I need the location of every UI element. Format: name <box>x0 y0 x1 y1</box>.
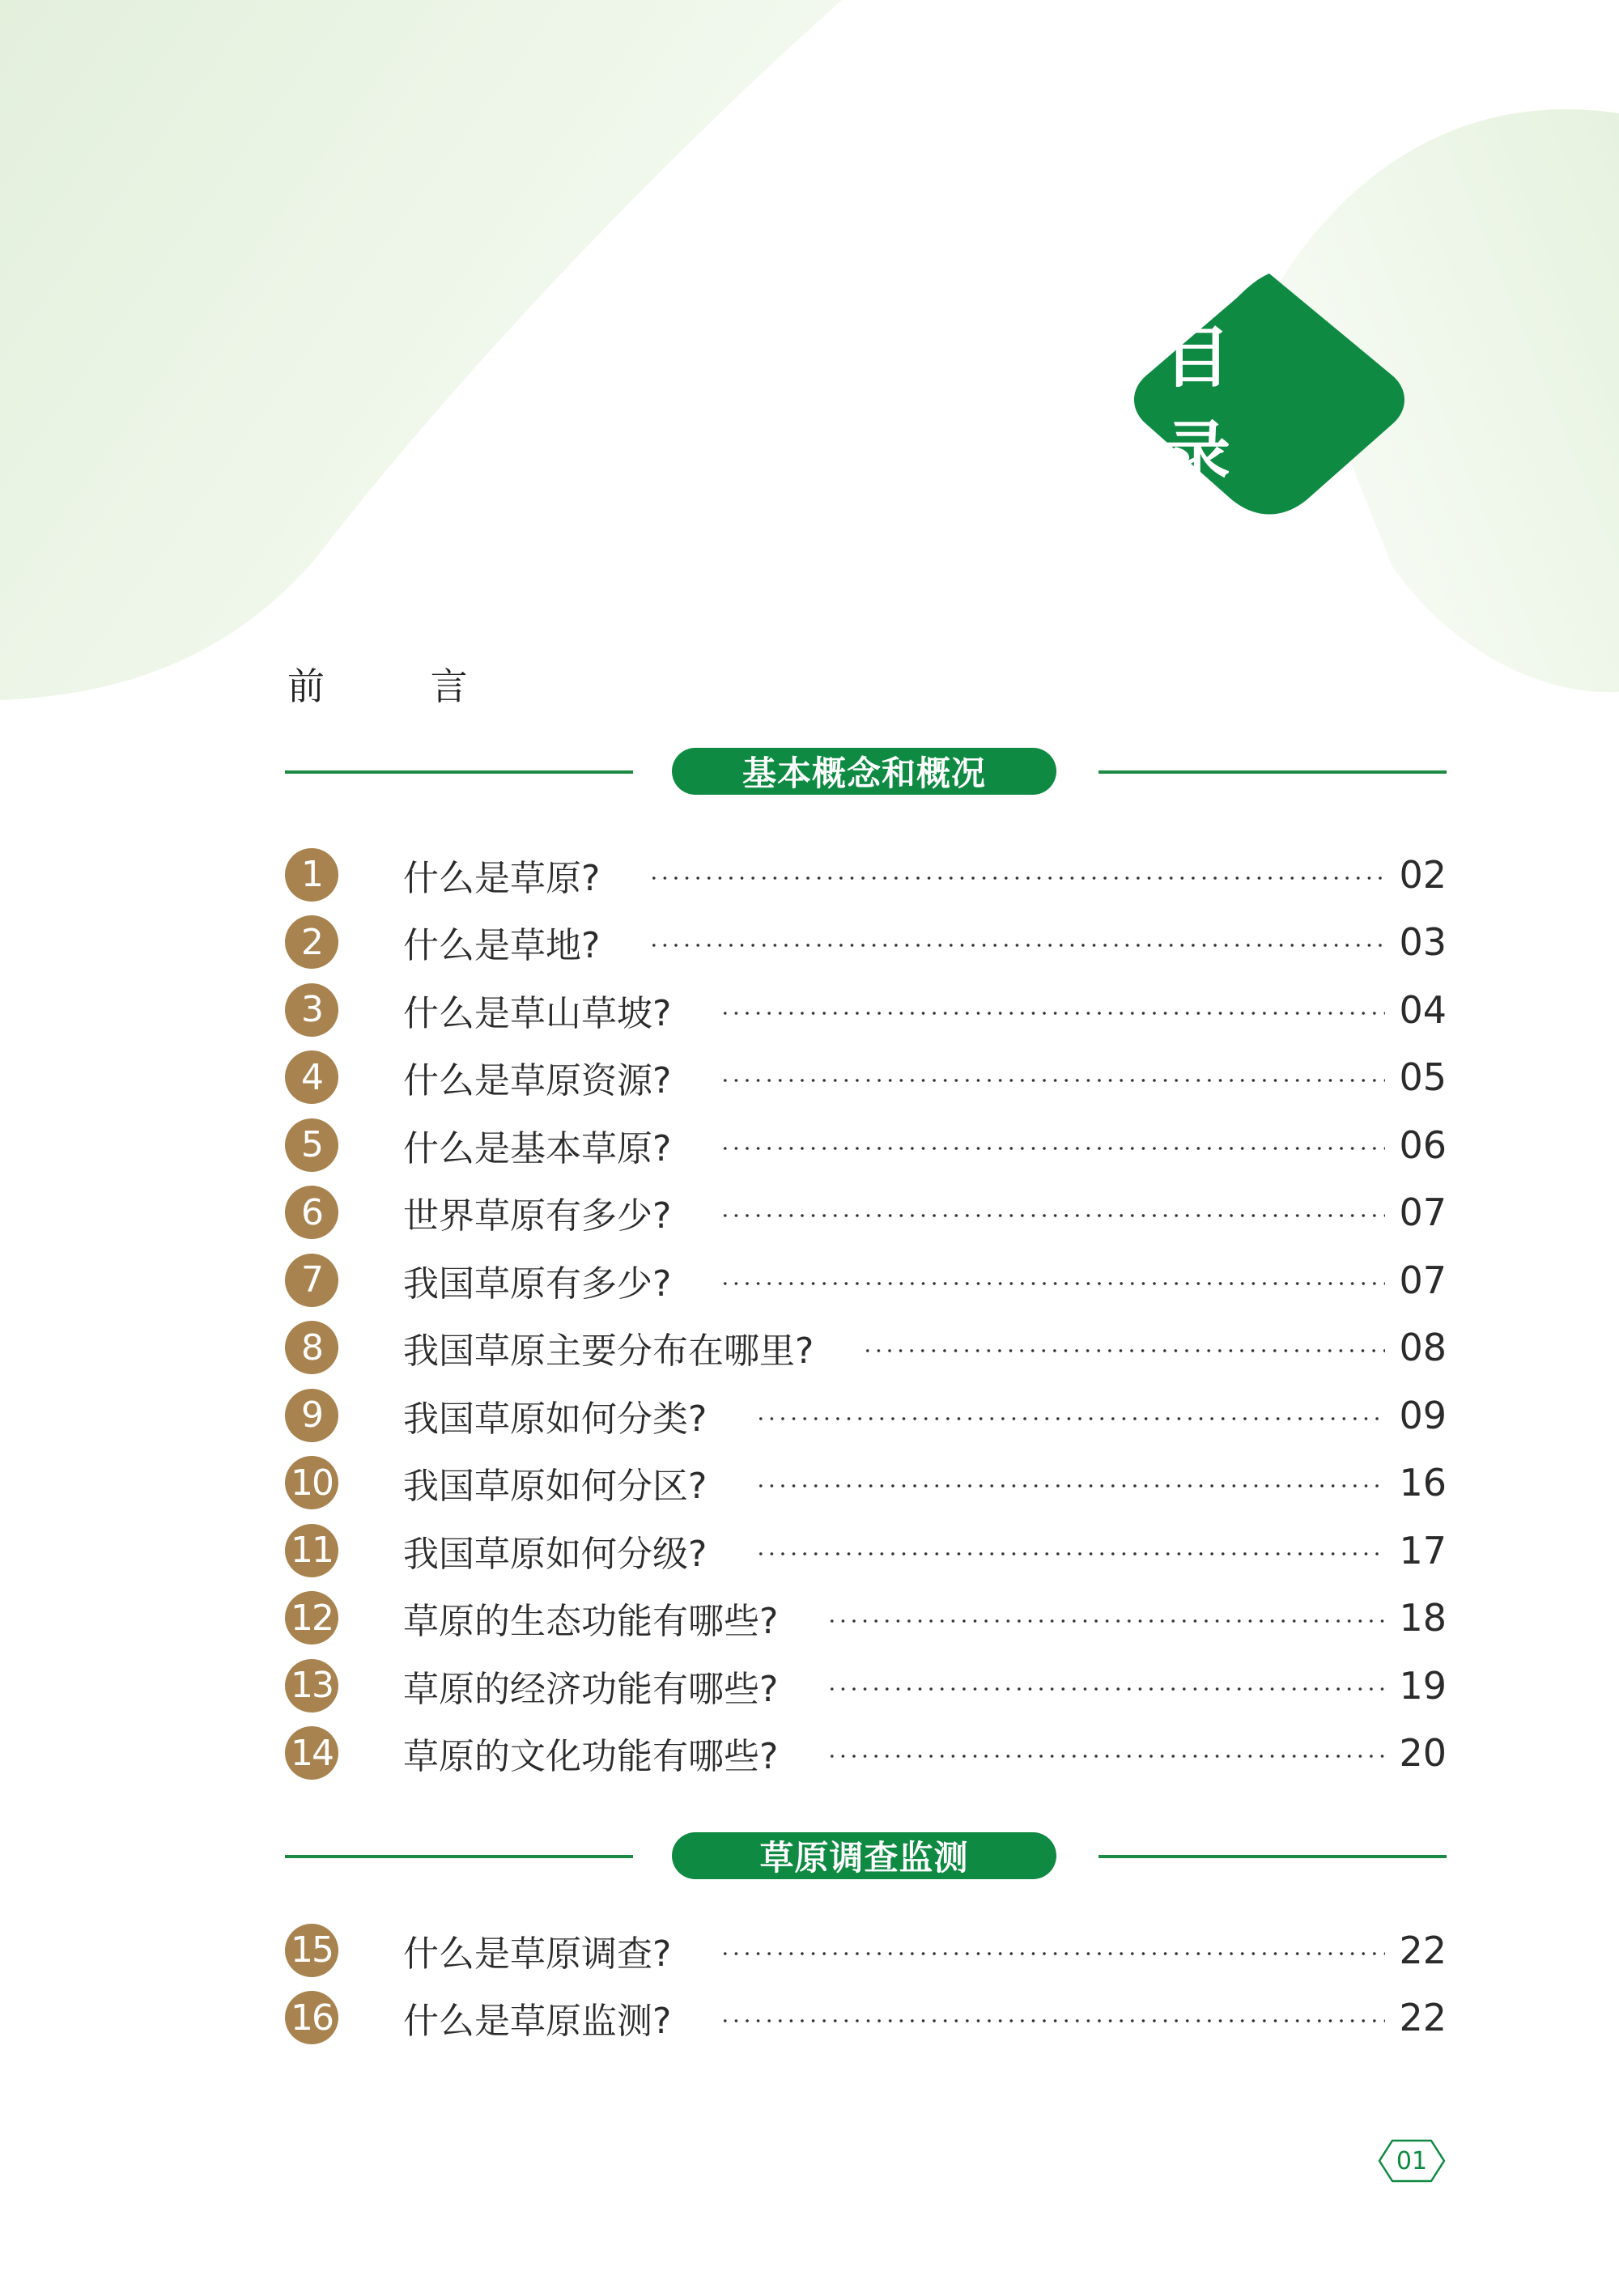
dot-leader <box>755 1416 1385 1421</box>
entry-title: 草原的经济功能有哪些? <box>403 1668 779 1710</box>
dot-leader <box>826 1619 1385 1623</box>
entry-number-badge: 4 <box>285 1050 338 1104</box>
entry-page-number: 07 <box>1399 1190 1447 1235</box>
entry-title: 什么是草原? <box>403 857 601 899</box>
entry-page-number: 03 <box>1399 920 1447 965</box>
entry-page-number: 18 <box>1399 1596 1447 1640</box>
toc-entry[interactable] <box>285 1179 1447 1247</box>
entry-title: 什么是草原监测? <box>403 2001 672 2043</box>
toc-entry[interactable] <box>285 976 1447 1044</box>
toc-entry[interactable] <box>285 1111 1447 1179</box>
entry-number-badge: 16 <box>285 1991 338 2044</box>
toc-entry[interactable] <box>285 1381 1447 1449</box>
preface-link[interactable]: 前 言 <box>287 664 515 708</box>
dot-leader <box>755 1483 1385 1488</box>
entry-page-number: 22 <box>1399 1996 1447 2040</box>
toc-entry[interactable] <box>285 1720 1447 1788</box>
divider-line <box>1098 1855 1447 1858</box>
entry-title: 草原的生态功能有哪些? <box>403 1601 779 1643</box>
toc-entry[interactable] <box>285 1246 1447 1314</box>
entry-title: 草原的文化功能有哪些? <box>403 1736 779 1778</box>
entry-page-number: 06 <box>1399 1123 1447 1167</box>
toc-entry[interactable] <box>285 841 1447 909</box>
divider-line <box>1098 770 1447 774</box>
entry-number-badge: 11 <box>285 1524 338 1577</box>
dot-leader <box>720 1146 1385 1151</box>
toc-list-survey-monitoring <box>285 1916 1447 2052</box>
dot-leader <box>720 1078 1385 1083</box>
dot-leader <box>720 1011 1385 1016</box>
entry-page-number: 17 <box>1399 1528 1447 1572</box>
dot-leader <box>862 1348 1385 1353</box>
section-header-basic-concepts <box>285 748 1447 796</box>
toc-entry[interactable] <box>285 909 1447 977</box>
entry-page-number: 16 <box>1399 1461 1447 1505</box>
entry-page-number: 02 <box>1399 852 1447 897</box>
toc-entry[interactable] <box>285 1449 1447 1517</box>
entry-title: 什么是草原资源? <box>403 1060 672 1102</box>
toc-title-badge <box>1107 274 1431 526</box>
toc-entry[interactable] <box>285 1517 1447 1585</box>
entry-number-badge: 13 <box>285 1659 338 1712</box>
entry-number-badge: 12 <box>285 1591 338 1645</box>
entry-page-number: 04 <box>1399 987 1447 1032</box>
entry-number-badge: 8 <box>285 1321 338 1374</box>
toc-entry[interactable] <box>285 1652 1447 1720</box>
entry-title: 我国草原如何分类? <box>403 1398 708 1440</box>
toc-entry[interactable] <box>285 1916 1447 1984</box>
toc-entry[interactable] <box>285 1044 1447 1112</box>
dot-leader <box>720 1213 1385 1218</box>
entry-title: 我国草原如何分区? <box>403 1466 708 1508</box>
entry-number-badge: 5 <box>285 1118 338 1172</box>
entry-number-badge: 3 <box>285 983 338 1037</box>
entry-number-badge: 15 <box>285 1924 338 1977</box>
entry-title: 什么是草原调查? <box>403 1933 672 1975</box>
toc-entry[interactable] <box>285 1585 1447 1653</box>
entry-title: 我国草原有多少? <box>403 1263 672 1305</box>
entry-number-badge: 9 <box>285 1389 338 1442</box>
dot-leader <box>755 1551 1385 1556</box>
entry-number-badge: 6 <box>285 1186 338 1239</box>
dot-leader <box>826 1754 1385 1759</box>
dot-leader <box>720 1951 1385 1956</box>
dot-leader <box>648 943 1385 948</box>
section-heading: 草原调查监测 <box>672 1832 1056 1879</box>
dot-leader <box>826 1687 1385 1691</box>
entry-number-badge: 14 <box>285 1726 338 1780</box>
toc-entry[interactable] <box>285 1984 1447 2052</box>
entry-page-number: 05 <box>1399 1055 1447 1100</box>
entry-page-number: 22 <box>1399 1928 1447 1972</box>
page-number <box>1378 2137 1446 2184</box>
entry-number-badge: 1 <box>285 848 338 902</box>
entry-title: 我国草原如何分级? <box>403 1533 708 1575</box>
section-heading: 基本概念和概况 <box>672 748 1056 795</box>
divider-line <box>285 1855 633 1858</box>
divider-line <box>285 770 633 774</box>
entry-page-number: 20 <box>1399 1731 1447 1776</box>
toc-entry[interactable] <box>285 1314 1447 1382</box>
section-header-survey-monitoring <box>285 1832 1447 1881</box>
dot-leader <box>720 2018 1385 2023</box>
entry-title: 世界草原有多少? <box>403 1195 672 1237</box>
entry-number-badge: 2 <box>285 915 338 969</box>
entry-page-number: 09 <box>1399 1393 1447 1437</box>
toc-title: 目 录 <box>1164 320 1288 491</box>
dot-leader <box>648 876 1385 881</box>
entry-number-badge: 10 <box>285 1456 338 1509</box>
entry-title: 什么是草地? <box>403 925 601 967</box>
entry-page-number: 19 <box>1399 1663 1447 1708</box>
entry-number-badge: 7 <box>285 1254 338 1307</box>
entry-title: 什么是基本草原? <box>403 1127 672 1169</box>
entry-title: 我国草原主要分布在哪里? <box>403 1330 814 1373</box>
entry-title: 什么是草山草坡? <box>403 992 672 1034</box>
entry-page-number: 07 <box>1399 1258 1447 1302</box>
toc-list-basic-concepts <box>285 841 1447 1787</box>
dot-leader <box>720 1281 1385 1286</box>
entry-page-number: 08 <box>1399 1326 1447 1370</box>
page-number-text: 01 <box>1396 2146 1428 2175</box>
